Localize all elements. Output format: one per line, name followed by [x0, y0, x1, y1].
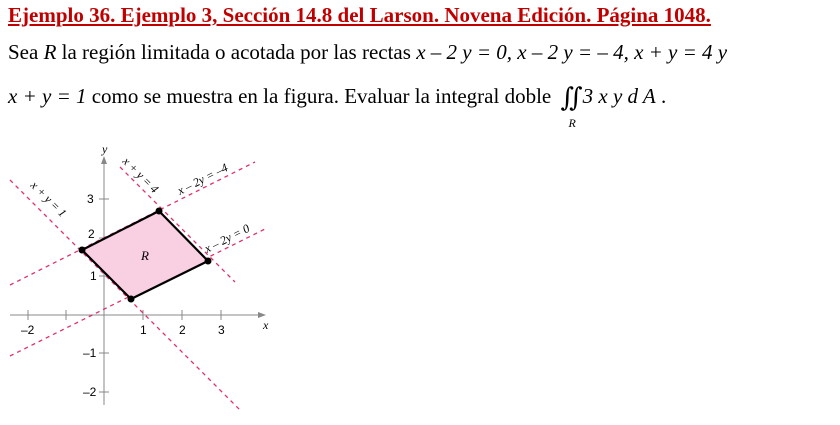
x-tick-label: 3	[218, 323, 225, 337]
statement-prefix: Sea	[8, 40, 44, 64]
line-label-x-minus-2y-0: x – 2y = 0	[202, 221, 252, 256]
statement-body-2: como se muestra en la figura. Evaluar la integral doble	[86, 84, 557, 108]
last-line-equation: x + y = 1	[8, 84, 87, 108]
vertex-point	[156, 208, 163, 215]
y-tick-label: –2	[83, 385, 97, 399]
line-x-plus-y-1	[10, 180, 241, 411]
statement-end: .	[655, 84, 667, 108]
integrand: 3 x y d A	[582, 84, 656, 108]
problem-statement-line-1	[8, 40, 727, 65]
region-variable: R	[43, 40, 57, 64]
y-tick-label: 1	[90, 269, 97, 283]
vertex-point	[128, 296, 135, 303]
y-axis-arrow-icon	[101, 156, 107, 164]
vertex-point	[79, 247, 86, 254]
integral-subscript: R	[568, 116, 576, 130]
line-equations: x – 2 y = 0, x – 2 y = – 4, x + y = 4 y	[416, 40, 728, 64]
line-label-x-minus-2y-neg4: x – 2y = –4	[175, 160, 231, 198]
vertex-point	[205, 258, 212, 265]
region-figure	[0, 140, 300, 425]
x-tick-label: –2	[21, 323, 35, 337]
axis-x-label: x	[263, 318, 269, 332]
line-label-x-plus-y-1: x + y = 1	[27, 178, 70, 220]
y-tick-label: 2	[88, 227, 95, 241]
region-label: R	[141, 248, 149, 263]
x-tick-label: 1	[140, 323, 147, 337]
page-title: Ejemplo 36. Ejemplo 3, Sección 14.8 del Larson. Novena Edición. Página 1048.	[8, 3, 711, 27]
double-integral-sign: ∬ R	[560, 87, 582, 108]
statement-body: la región limitada o acotada por las rectas	[56, 40, 417, 64]
x-tick-label: 2	[179, 323, 186, 337]
problem-statement-line-2	[8, 83, 667, 130]
y-tick-label: 3	[87, 192, 94, 206]
axis-y-label: y	[102, 142, 108, 156]
line-label-x-plus-y-4: x + y = 4	[119, 154, 162, 196]
y-tick-label: –1	[83, 346, 97, 360]
